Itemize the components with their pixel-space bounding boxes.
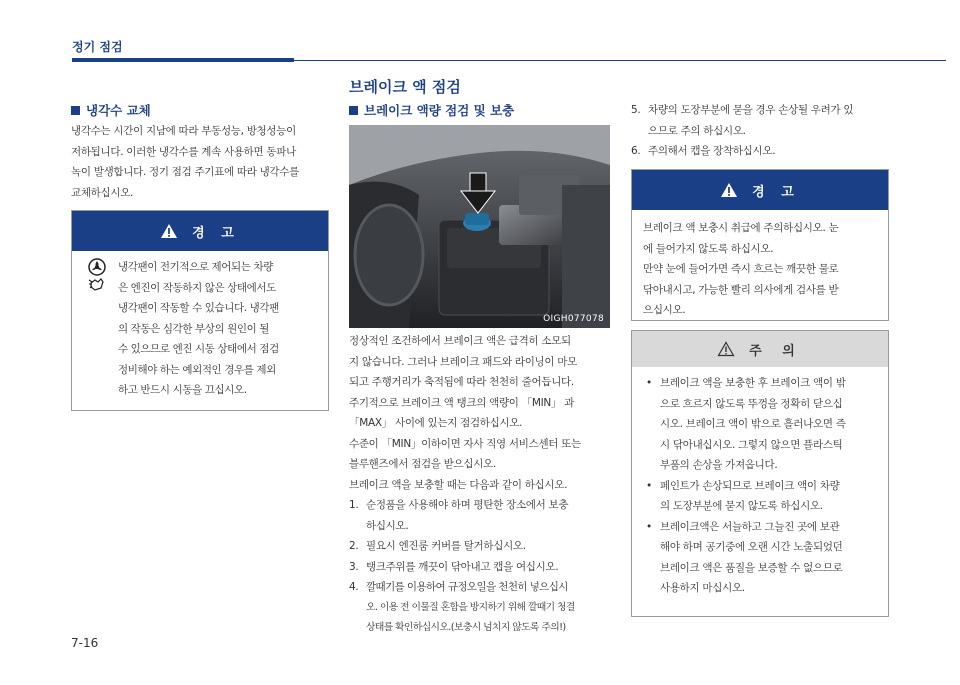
step-text (648, 100, 901, 141)
warning-line: 냉각팬이 작동할 수 있습니다. 냉각팬 (118, 302, 279, 314)
warning-line: 수 있으므로 엔진 시동 상태에서 점검 (118, 343, 279, 355)
brake-line: 「MAX」 사이에 있는지 점검하십시오. (349, 417, 523, 429)
brake-heading-text: 브레이크 액량 점검 및 보충 (364, 103, 515, 118)
caution-line: 시 닦아내십시오. 그렇지 않으면 플라스틱 (660, 438, 843, 451)
caution-title: 주 의 (749, 343, 803, 359)
caution-line: 부품의 손상을 가져옵니다. (660, 459, 778, 471)
step-number: 3. (349, 560, 359, 573)
header-rule-thick (72, 58, 294, 62)
brake-warning-box (631, 169, 889, 321)
step-line: 주의해서 캡을 장착하십시오. (648, 145, 776, 157)
brake-heading (349, 101, 514, 119)
caution-line: 해야 하며 공기중에 오랜 시간 노출되었던 (660, 541, 843, 553)
step-line: 상태를 확인하십시오.(보충시 넘치지 않도록 주의!) (366, 622, 566, 633)
warning-line: 정비해야 하는 예외적인 경우를 제외 (118, 363, 276, 376)
step-line: 차량의 도장부분에 묻을 경우 손상될 우려가 있 (648, 104, 854, 116)
step-number: 1. (349, 499, 359, 511)
step-line: 깔때기를 이용하여 규정오일을 천천히 넣으십시 (366, 581, 568, 593)
bullet-dot-icon: • (646, 479, 652, 492)
warning-triangle-icon (160, 223, 178, 239)
fan-hand-icon (86, 258, 108, 300)
brake-line: 블루핸즈에서 점검을 받으십시오. (349, 458, 496, 470)
caution-line: 으로 흐르지 않도록 뚜껑을 정확히 닫으십 (660, 397, 843, 410)
warning-triangle-icon (720, 182, 738, 198)
caution-item (644, 517, 884, 599)
caution-line: 사용하지 마십시오. (660, 582, 745, 594)
coolant-line: 저하됩니다. 이러한 냉각수를 계속 사용하면 동파나 (71, 145, 296, 158)
caution-line: 브레이크 액은 품질을 보증할 수 없으므로 (660, 561, 843, 574)
step-line: 필요시 엔진룸 커버를 탈거하십시오. (366, 540, 526, 552)
running-header: 정기 점검 (72, 40, 123, 54)
coolant-heading (71, 101, 151, 119)
step-number: 6. (631, 145, 641, 157)
step-number: 4. (349, 581, 359, 593)
caution-line: 시오. 브레이크 액이 밖으로 흘러나오면 즉 (660, 418, 846, 430)
step-item (349, 577, 621, 639)
warning-title: 경 고 (752, 184, 800, 200)
refill-steps (349, 495, 621, 639)
brake-line: 주기적으로 브레이크 액 탱크의 액량이 「MIN」 과 (349, 396, 575, 409)
step-number: 5. (631, 104, 641, 116)
caution-line: 의 도장부분에 묻지 않도록 하십시오. (660, 500, 823, 512)
caution-line: 페인트가 손상되므로 브레이크 액이 차량 (660, 479, 840, 492)
coolant-warning-text (118, 257, 323, 401)
coolant-warning-box (71, 210, 329, 411)
warning-line: 하고 반드시 시동을 끄십시오. (118, 384, 247, 396)
refill-steps-continued (631, 100, 901, 162)
warning-line: 은 엔진이 작동하지 않은 상태에서도 (118, 281, 276, 294)
brake-caution-box (631, 330, 889, 617)
warning-line: 으십시오. (643, 304, 686, 316)
caution-line: 브레이크 액을 보충한 후 브레이크 액이 밖 (660, 377, 846, 389)
header-rule-thin (294, 60, 946, 61)
warning-line: 냉각팬이 전기적으로 제어되는 차량 (118, 261, 273, 273)
brake-warning-text (643, 218, 881, 321)
coolant-line: 녹이 발생합니다. 정기 점검 주기표에 따라 냉각수를 (71, 166, 299, 178)
warning-line: 의 작동은 심각한 부상의 원인이 될 (118, 322, 270, 335)
brake-line: 정상적인 조건하에서 브레이크 액은 급격히 소모되 (349, 335, 571, 347)
warning-line: 에 들어가지 않도록 하십시오. (643, 242, 774, 255)
caution-item-text (660, 373, 846, 476)
square-bullet-icon (349, 106, 358, 115)
warning-header (72, 211, 328, 251)
warning-line: 닦아내시고, 가능한 빨리 의사에게 검사를 받 (643, 283, 839, 296)
step-text (366, 577, 621, 639)
caution-header (632, 331, 888, 367)
step-text (366, 557, 621, 578)
square-bullet-icon (71, 106, 80, 115)
step-item (631, 100, 901, 141)
step-text (366, 536, 621, 557)
engine-bay-illustration (349, 125, 610, 328)
brake-line: 브레이크 액을 보충할 때는 다음과 같이 하십시오. (349, 478, 568, 491)
step-line: 오. 이용 전 이물질 혼합을 방지하기 위해 깔때기 청결 (366, 601, 575, 613)
brake-paragraph (349, 331, 619, 495)
bullet-dot-icon: • (646, 520, 652, 533)
section-title: 브레이크 액 점검 (349, 78, 461, 96)
caution-triangle-icon (717, 341, 735, 357)
step-item (349, 536, 621, 557)
caution-item-text (660, 517, 843, 599)
coolant-line: 교체하십시오. (71, 186, 134, 199)
page-number: 7-16 (71, 636, 99, 650)
step-item (631, 141, 901, 162)
engine-bay-photo (349, 125, 610, 328)
warning-line: 브레이크 액 보충시 취급에 주의하십시오. 눈 (643, 222, 839, 234)
step-item (349, 495, 621, 536)
brake-line: 되고 주행거리가 축적됨에 따라 천천히 줄어듭니다. (349, 376, 574, 388)
step-number: 2. (349, 540, 359, 552)
caution-item (644, 476, 884, 517)
warning-title: 경 고 (192, 225, 240, 241)
step-text (648, 141, 901, 162)
step-line: 으므로 주의 하십시오. (648, 124, 746, 137)
brake-line: 수준이 「MIN」이하이면 자사 직영 서비스센터 또는 (349, 437, 581, 450)
warning-line: 만약 눈에 들어가면 즉시 흐르는 깨끗한 물로 (643, 263, 839, 275)
brake-line: 지 않습니다. 그러나 브레이크 패드와 라이닝이 마모 (349, 355, 577, 368)
caution-item-text (660, 476, 839, 517)
caution-list (644, 373, 884, 599)
step-line: 순정품을 사용해야 하며 평탄한 장소에서 보충 (366, 499, 569, 511)
coolant-line: 냉각수는 시간이 지남에 따라 부동성능, 방청성능이 (71, 125, 296, 137)
bullet-dot-icon: • (646, 377, 652, 389)
photo-caption: OIGH077078 (543, 314, 604, 324)
coolant-paragraph (71, 121, 333, 203)
step-line: 하십시오. (366, 519, 409, 532)
caution-item (644, 373, 884, 476)
step-item (349, 557, 621, 578)
warning-header (632, 170, 888, 210)
coolant-heading-text: 냉각수 교체 (86, 103, 151, 118)
caution-line: 브레이크액은 서늘하고 그늘진 곳에 보관 (660, 520, 840, 533)
step-text (366, 495, 621, 536)
step-line: 탱크주위를 깨끗이 닦아내고 캡을 여십시오. (366, 560, 559, 573)
